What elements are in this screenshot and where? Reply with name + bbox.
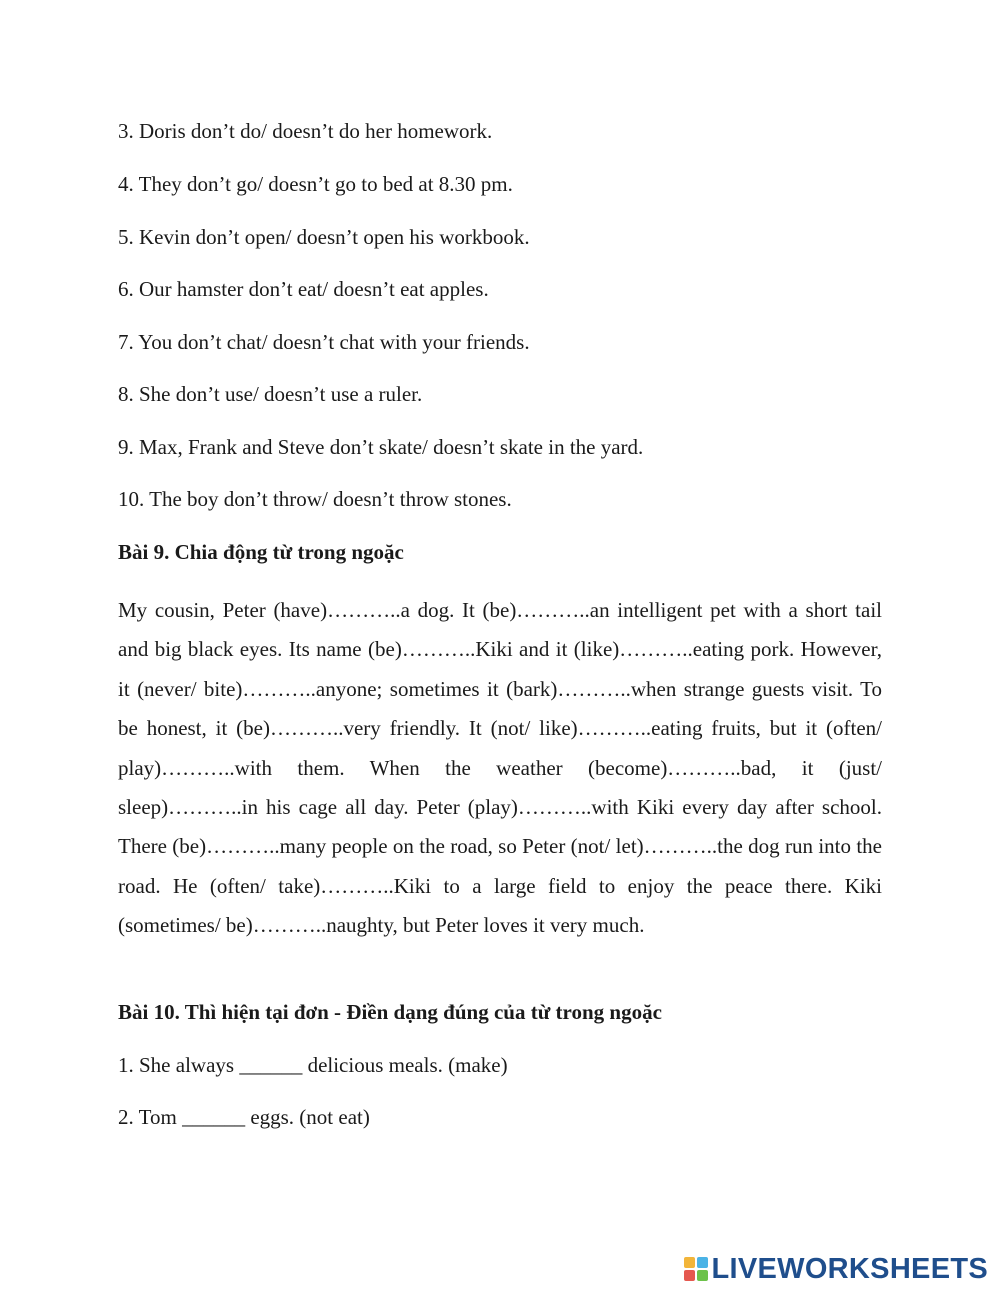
- exercise-10-heading: Bài 10. Thì hiện tại đơn - Điền dạng đúng của từ trong ngoặc: [118, 1000, 662, 1024]
- logo-square-red: [684, 1270, 695, 1281]
- logo-square-blue: [697, 1257, 708, 1268]
- exercise-8-item-8: 8. She don’t use/ doesn’t use a ruler.: [118, 382, 423, 406]
- exercise-8-item-3: 3. Doris don’t do/ doesn’t do her homework.: [118, 119, 493, 143]
- exercise-10-item-1: 1. She always ______ delicious meals. (make): [118, 1053, 508, 1077]
- logo-square-yellow: [684, 1257, 695, 1268]
- exercise-8-item-7: 7. You don’t chat/ doesn’t chat with your friends.: [118, 330, 530, 354]
- exercise-8-item-6: 6. Our hamster don’t eat/ doesn’t eat apples.: [118, 277, 489, 301]
- exercise-10-item-2: 2. Tom ______ eggs. (not eat): [118, 1105, 370, 1129]
- liveworksheets-logo: [684, 1252, 989, 1286]
- exercise-8-item-5: 5. Kevin don’t open/ doesn’t open his workbook.: [118, 225, 530, 249]
- exercise-8-item-4: 4. They don’t go/ doesn’t go to bed at 8.30 pm.: [118, 172, 513, 196]
- exercise-8-item-9: 9. Max, Frank and Steve don’t skate/ doesn’t skate in the yard.: [118, 435, 644, 459]
- exercise-9-paragraph: My cousin, Peter (have)………..a dog. It (be)………..an intelligent pet with a short tail and big black eyes. Its name (be)………..Kiki and it (like)………..eating pork. However, it (never/ bite)………..anyone; sometimes it (bark)………..when strange guests visit. To be honest, it (be)………..very friendly. It (not/ like)………..eating fruits, but it (often/ play)………..with them. When the weather (become)………..bad, it (just/ sleep)………..in his cage all day. Peter (play)………..with Kiki every day after school. There (be)………..many people on the road, so Peter (not/ let)………..the dog run into the road. He (often/ take)………..Kiki to a large field to enjoy the peace there. Kiki (sometimes/ be)………..naughty, but Peter loves it very much.: [118, 598, 882, 938]
- exercise-9-heading: Bài 9. Chia động từ trong ngoặc: [118, 540, 404, 564]
- liveworksheets-logo-text: LIVEWORKSHEETS: [711, 1252, 988, 1285]
- liveworksheets-logo-icon: [684, 1257, 708, 1281]
- logo-square-green: [697, 1270, 708, 1281]
- exercise-8-item-10: 10. The boy don’t throw/ doesn’t throw stones.: [118, 487, 512, 511]
